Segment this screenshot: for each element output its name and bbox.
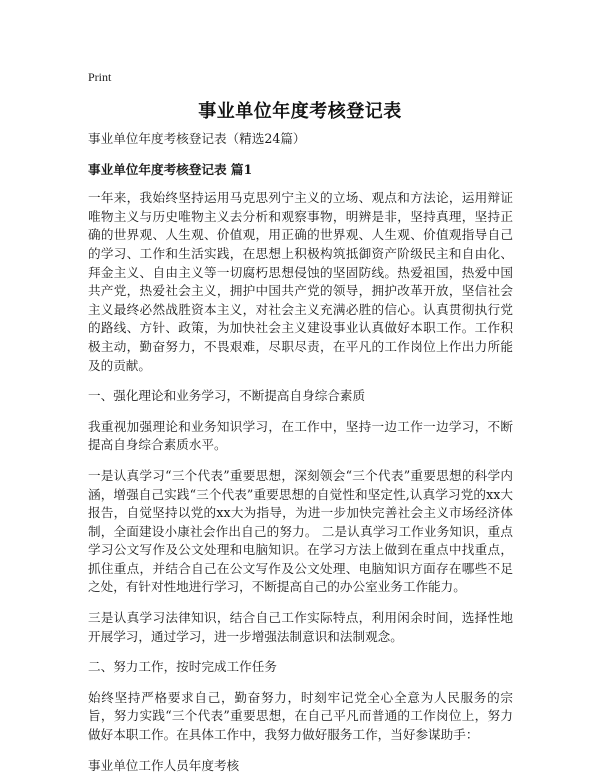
paragraph: 我重视加强理论和业务知识学习，在工作中，坚持一边工作一边学习，不断提高自身综合素质水平。 <box>88 418 513 453</box>
section-heading: 事业单位年度考核登记表 篇1 <box>88 161 253 177</box>
document-title: 事业单位年度考核登记表 <box>198 101 402 122</box>
document-body <box>88 130 513 775</box>
subheading: 事业单位工作人员年度考核 <box>88 757 240 773</box>
paragraph: 始终坚持严格要求自己，勤奋努力，时刻牢记党全心全意为人民服务的宗旨，努力实践“三个代表”重要思想，在自己平凡而普通的工作岗位上，努力做好本职工作。在具体工作中，我努力做好服务工作，当好参谋助手： <box>88 689 513 743</box>
subheading: 一、强化理论和业务学习，不断提高自身综合素质 <box>88 388 366 404</box>
document-subtitle: 事业单位年度考核登记表（精选24篇） <box>88 131 306 146</box>
print-link[interactable]: Print <box>88 70 112 84</box>
paragraph: 三是认真学习法律知识，结合自己工作实际特点，利用闲余时间，选择性地开展学习，通过学习，进一步增强法制意识和法制观念。 <box>88 610 513 644</box>
paragraph: 一年来，我始终坚持运用马克思列宁主义的立场、观点和方法论，运用辩证唯物主义与历史唯物主义去分析和观察事物，明辨是非，坚持真理，坚持正确的世界观、人生观、价值观，用正确的世界观、人生观、价值观指导自己的学习、工作和生活实践，在思想上积极构筑抵御资产阶级民主和自由化、拜金主义、自由主义等一切腐朽思想侵蚀的坚固防线。热爱祖国，热爱中国共产党，热爱社会主义，拥护中国共产党的领导，拥护改革开放，坚信社会主义最终必然战胜资本主义，对社会主义充满必胜的信心。认真贯彻执行党的路线、方针、政策，为加快社会主义建设事业认真做好本职工作。工作积极主动，勤奋努力，不畏艰难，尽职尽责，在平凡的工作岗位上作出力所能及的贡献。 <box>88 190 513 373</box>
paragraph: 一是认真学习“三个代表”重要思想，深刻领会“三个代表”重要思想的科学内涵，增强自己实践“三个代表”重要思想的自觉性和坚定性,认真学习党的xx大报告，自觉坚持以党的xx大为指导，为进一步加快完善社会主义市场经济体制，全面建设小康社会作出自己的努力。 二是认真学习工作业务知识，重点学习公文写作及公文处理和电脑知识。在学习方法上做到在重点中找重点，抓住重点，并结合自己在公文写作及公文处理、电脑知识方面存在哪些不足之处，有针对性地进行学习，不断提高自己的办公室业务工作能力。 <box>88 467 513 595</box>
subheading: 二、努力工作，按时完成工作任务 <box>88 659 277 675</box>
